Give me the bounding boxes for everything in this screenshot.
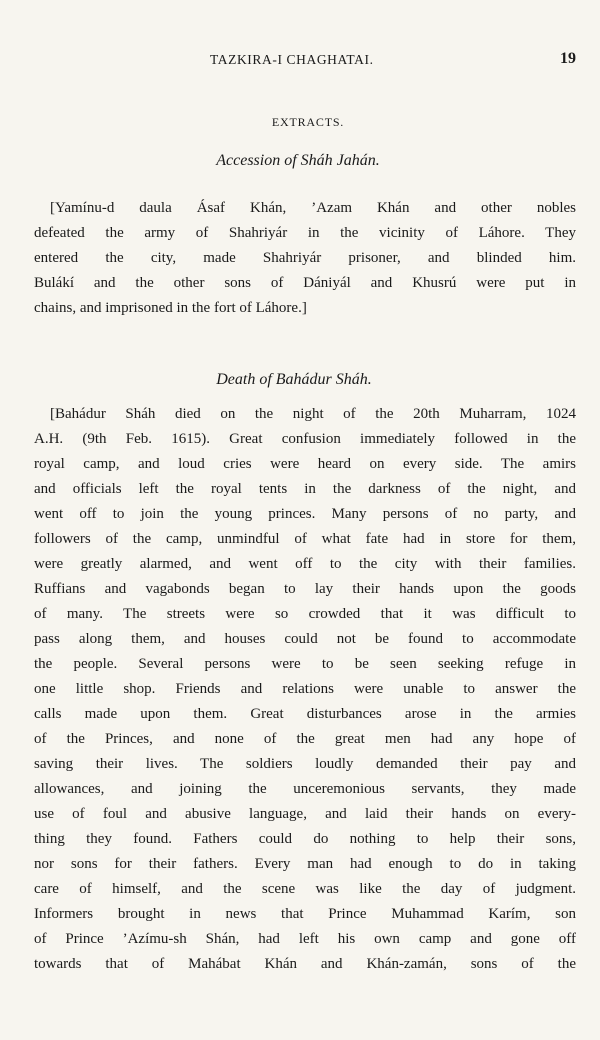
extracts-heading: EXTRACTS. xyxy=(271,115,345,129)
text-line: of many. The streets were so crowded that it was difficult to xyxy=(34,606,576,622)
running-header xyxy=(0,50,600,74)
paragraph-death xyxy=(34,402,576,977)
text-line: royal camp, and loud cries were heard on every side. The amirs xyxy=(34,456,576,472)
text-line: pass along them, and houses could not be found to accommodate xyxy=(34,631,576,647)
section-heading-death: Death of Bahádur Sháh. xyxy=(216,371,372,388)
running-title: TAZKIRA-I CHAGHATAI. xyxy=(210,52,374,67)
text-line: Ruffians and vagabonds began to lay their hands upon the goods xyxy=(34,581,576,597)
text-line: Informers brought in news that Prince Muhammad Karím, son xyxy=(34,906,576,922)
section-heading-accession: Accession of Sháh Jahán. xyxy=(216,152,380,169)
text-line: chains, and imprisoned in the fort of Láhore.] xyxy=(34,300,307,316)
paragraph-accession xyxy=(34,196,576,321)
text-line: were greatly alarmed, and went off to the city with their families. xyxy=(34,556,576,572)
text-line: of Prince ’Azímu-sh Shán, had left his own camp and gone off xyxy=(34,931,576,947)
text-line: entered the city, made Shahriyár prisoner, and blinded him. xyxy=(34,250,576,266)
text-line: allowances, and joining the unceremonious servants, they made xyxy=(34,781,576,797)
text-line: calls made upon them. Great disturbances arose in the armies xyxy=(34,706,576,722)
text-line: saving their lives. The soldiers loudly demanded their pay and xyxy=(34,756,576,772)
text-line: [Yamínu-d daula Ásaf Khán, ’Azam Khán and other nobles xyxy=(50,200,576,216)
text-line: A.H. (9th Feb. 1615). Great confusion immediately followed in the xyxy=(34,431,576,447)
text-line: nor sons for their fathers. Every man had enough to do in taking xyxy=(34,856,576,872)
text-line: thing they found. Fathers could do nothing to help their sons, xyxy=(34,831,576,847)
text-line: [Bahádur Sháh died on the night of the 20th Muharram, 1024 xyxy=(50,406,576,422)
text-line: defeated the army of Shahriyár in the vicinity of Láhore. They xyxy=(34,225,576,241)
text-line: followers of the camp, unmindful of what fate had in store for them, xyxy=(34,531,576,547)
text-line: went off to join the young princes. Many persons of no party, and xyxy=(34,506,576,522)
text-line: of the Princes, and none of the great men had any hope of xyxy=(34,731,576,747)
text-line: the people. Several persons were to be seen seeking refuge in xyxy=(34,656,576,672)
text-line: use of foul and abusive language, and laid their hands on every- xyxy=(34,806,576,822)
page-number: 19 xyxy=(560,50,576,67)
text-line: towards that of Mahábat Khán and Khán-zamán, sons of the xyxy=(34,956,576,972)
text-line: care of himself, and the scene was like the day of judgment. xyxy=(34,881,576,897)
text-line: and officials left the royal tents in the darkness of the night, and xyxy=(34,481,576,497)
text-line: one little shop. Friends and relations were unable to answer the xyxy=(34,681,576,697)
text-line: Bulákí and the other sons of Dániyál and Khusrú were put in xyxy=(34,275,576,291)
